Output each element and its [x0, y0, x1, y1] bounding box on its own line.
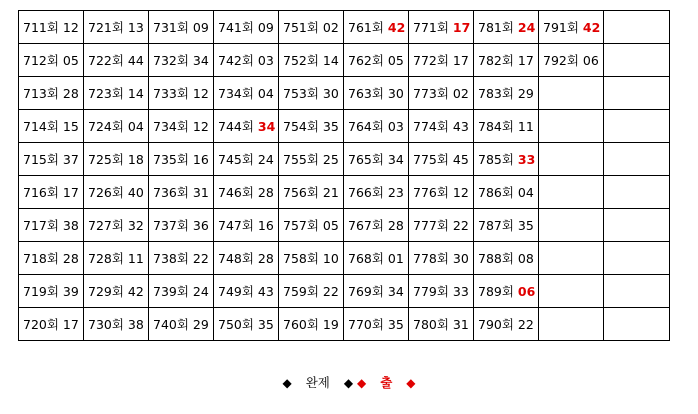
table-cell: [214, 275, 279, 308]
table-cell: [539, 176, 604, 209]
table-cell: [19, 209, 84, 242]
draw-number: 09: [192, 20, 209, 35]
table-cell: [474, 44, 539, 77]
draw-number: 05: [322, 218, 339, 233]
table-cell: [214, 308, 279, 341]
table-cell: [19, 77, 84, 110]
draw-round-label: 771회: [413, 20, 453, 35]
table-cell: [214, 143, 279, 176]
table-cell: [409, 110, 474, 143]
draw-round-label: 745회: [218, 152, 258, 167]
draw-number: 44: [127, 53, 144, 68]
draw-number: 17: [517, 53, 534, 68]
table-cell: [539, 143, 604, 176]
draw-round-label: 723회: [88, 86, 128, 101]
draw-number: 18: [127, 152, 144, 167]
table-cell: [474, 308, 539, 341]
draw-number: 15: [62, 119, 79, 134]
draw-number: 12: [192, 119, 209, 134]
table-cell: [409, 143, 474, 176]
draw-number: 04: [257, 86, 274, 101]
draw-round-label: 759회: [283, 284, 323, 299]
draw-number: 17: [62, 317, 79, 332]
table-cell: [344, 176, 409, 209]
table-row: [19, 209, 670, 242]
table-cell: [279, 77, 344, 110]
table-cell: [84, 275, 149, 308]
draw-number: 29: [517, 86, 534, 101]
table-cell: [279, 275, 344, 308]
draw-number: 24: [517, 20, 536, 35]
table-row: [19, 242, 670, 275]
draw-number: 01: [387, 251, 404, 266]
draw-round-label: 715회: [23, 152, 63, 167]
table-cell: [84, 209, 149, 242]
table-cell: [279, 143, 344, 176]
table-cell: [149, 143, 214, 176]
draw-number: 19: [322, 317, 339, 332]
table-cell: [539, 275, 604, 308]
draw-number: 10: [322, 251, 339, 266]
draw-number: 35: [257, 317, 274, 332]
table-cell: [604, 44, 670, 77]
draw-round-label: 776회: [413, 185, 453, 200]
draw-round-label: 768회: [348, 251, 388, 266]
draw-number: 28: [257, 251, 274, 266]
draw-number: 22: [322, 284, 339, 299]
draw-round-label: 730회: [88, 317, 128, 332]
draw-round-label: 788회: [478, 251, 518, 266]
table-cell: [279, 44, 344, 77]
draw-round-label: 790회: [478, 317, 518, 332]
draw-number-table: [18, 10, 670, 341]
draw-number: 22: [192, 251, 209, 266]
draw-number: 13: [127, 20, 144, 35]
table-cell: [149, 110, 214, 143]
table-cell: [474, 77, 539, 110]
draw-round-label: 757회: [283, 218, 323, 233]
draw-round-label: 736회: [153, 185, 193, 200]
draw-number: 35: [322, 119, 339, 134]
draw-round-label: 711회: [23, 20, 63, 35]
draw-round-label: 748회: [218, 251, 258, 266]
draw-round-label: 778회: [413, 251, 453, 266]
draw-round-label: 779회: [413, 284, 453, 299]
table-cell: [344, 209, 409, 242]
draw-number: 38: [127, 317, 144, 332]
draw-round-label: 726회: [88, 185, 128, 200]
draw-round-label: 755회: [283, 152, 323, 167]
draw-round-label: 738회: [153, 251, 193, 266]
draw-round-label: 764회: [348, 119, 388, 134]
table-cell: [409, 11, 474, 44]
table-cell: [149, 44, 214, 77]
draw-round-label: 720회: [23, 317, 63, 332]
draw-number: 43: [257, 284, 274, 299]
draw-number: 06: [582, 53, 599, 68]
draw-round-label: 780회: [413, 317, 453, 332]
table-cell: [344, 308, 409, 341]
draw-round-label: 756회: [283, 185, 323, 200]
table-cell: [84, 44, 149, 77]
draw-number: 12: [62, 20, 79, 35]
table-cell: [84, 143, 149, 176]
draw-number: 14: [322, 53, 339, 68]
draw-number: 40: [127, 185, 144, 200]
draw-number: 08: [517, 251, 534, 266]
draw-number: 37: [62, 152, 79, 167]
table-cell: [214, 110, 279, 143]
draw-round-label: 752회: [283, 53, 323, 68]
table-cell: [214, 11, 279, 44]
table-cell: [344, 110, 409, 143]
table-cell: [149, 242, 214, 275]
table-cell: [604, 11, 670, 44]
draw-number: 34: [387, 152, 404, 167]
table-cell: [474, 110, 539, 143]
draw-number: 03: [257, 53, 274, 68]
draw-round-label: 733회: [153, 86, 193, 101]
draw-round-label: 784회: [478, 119, 518, 134]
table-cell: [214, 77, 279, 110]
table-cell: [149, 209, 214, 242]
draw-number: 25: [322, 152, 339, 167]
table-cell: [149, 11, 214, 44]
draw-number: 42: [582, 20, 601, 35]
table-cell: [604, 275, 670, 308]
draw-round-label: 765회: [348, 152, 388, 167]
draw-round-label: 734회: [153, 119, 193, 134]
table-cell: [214, 176, 279, 209]
table-cell: [604, 77, 670, 110]
table-cell: [344, 275, 409, 308]
draw-number: 28: [257, 185, 274, 200]
draw-round-label: 773회: [413, 86, 453, 101]
table-cell: [409, 242, 474, 275]
draw-number: 12: [452, 185, 469, 200]
table-cell: [84, 11, 149, 44]
draw-number: 02: [322, 20, 339, 35]
table-row: [19, 110, 670, 143]
draw-number: 35: [517, 218, 534, 233]
draw-round-label: 740회: [153, 317, 193, 332]
draw-number: 02: [452, 86, 469, 101]
draw-number: 17: [452, 53, 469, 68]
table-cell: [149, 176, 214, 209]
table-cell: [409, 77, 474, 110]
draw-round-label: 714회: [23, 119, 63, 134]
draw-round-label: 713회: [23, 86, 63, 101]
table-cell: [474, 176, 539, 209]
draw-number: 22: [517, 317, 534, 332]
table-cell: [214, 209, 279, 242]
table-cell: [149, 77, 214, 110]
draw-round-label: 722회: [88, 53, 128, 68]
table-cell: [409, 308, 474, 341]
draw-round-label: 774회: [413, 119, 453, 134]
draw-round-label: 785회: [478, 152, 518, 167]
draw-number: 03: [387, 119, 404, 134]
draw-number: 12: [192, 86, 209, 101]
draw-number: 31: [192, 185, 209, 200]
draw-number: 09: [257, 20, 274, 35]
draw-number: 30: [452, 251, 469, 266]
table-cell: [84, 308, 149, 341]
draw-number: 04: [127, 119, 144, 134]
draw-number: 16: [192, 152, 209, 167]
draw-number: 04: [517, 185, 534, 200]
draw-number: 17: [452, 20, 471, 35]
table-row: [19, 176, 670, 209]
draw-number: 05: [62, 53, 79, 68]
draw-number: 17: [62, 185, 79, 200]
table-cell: [474, 275, 539, 308]
black-diamond-icon: ◆: [343, 376, 354, 390]
table-cell: [279, 242, 344, 275]
draw-number: 11: [127, 251, 144, 266]
draw-number: 22: [452, 218, 469, 233]
table-row: [19, 11, 670, 44]
table-cell: [539, 11, 604, 44]
draw-round-label: 716회: [23, 185, 63, 200]
draw-number: 32: [127, 218, 144, 233]
draw-round-label: 783회: [478, 86, 518, 101]
draw-round-label: 791회: [543, 20, 583, 35]
table-cell: [84, 176, 149, 209]
draw-round-label: 772회: [413, 53, 453, 68]
table-cell: [604, 176, 670, 209]
draw-round-label: 717회: [23, 218, 63, 233]
draw-round-label: 749회: [218, 284, 258, 299]
draw-round-label: 731회: [153, 20, 193, 35]
table-cell: [344, 11, 409, 44]
draw-number: 34: [192, 53, 209, 68]
draw-round-label: 754회: [283, 119, 323, 134]
table-cell: [604, 143, 670, 176]
table-cell: [474, 11, 539, 44]
draw-number: 16: [257, 218, 274, 233]
legend-label-complete: 완제: [305, 375, 330, 390]
table-cell: [279, 11, 344, 44]
draw-round-label: 734회: [218, 86, 258, 101]
table-cell: [344, 242, 409, 275]
legend-label-appear: 출: [380, 375, 393, 390]
draw-round-label: 781회: [478, 20, 518, 35]
draw-round-label: 739회: [153, 284, 193, 299]
draw-number: 35: [387, 317, 404, 332]
table-cell: [84, 110, 149, 143]
table-cell: [214, 242, 279, 275]
black-diamond-icon: ◆: [282, 376, 292, 390]
draw-round-label: 769회: [348, 284, 388, 299]
red-diamond-icon: ◆: [406, 376, 416, 390]
table-cell: [149, 308, 214, 341]
draw-round-label: 758회: [283, 251, 323, 266]
draw-number: 24: [192, 284, 209, 299]
draw-round-label: 724회: [88, 119, 128, 134]
draw-number: 36: [192, 218, 209, 233]
draw-number: 14: [127, 86, 144, 101]
table-cell: [279, 110, 344, 143]
table-cell: [19, 110, 84, 143]
draw-round-label: 786회: [478, 185, 518, 200]
draw-number: 34: [387, 284, 404, 299]
table-cell: [19, 44, 84, 77]
draw-number: 34: [257, 119, 276, 134]
legend: [0, 373, 698, 391]
table-cell: [19, 143, 84, 176]
draw-round-label: 729회: [88, 284, 128, 299]
draw-round-label: 760회: [283, 317, 323, 332]
table-cell: [149, 275, 214, 308]
draw-round-label: 719회: [23, 284, 63, 299]
table-cell: [84, 77, 149, 110]
draw-round-label: 742회: [218, 53, 258, 68]
draw-round-label: 725회: [88, 152, 128, 167]
table-cell: [279, 176, 344, 209]
table-cell: [474, 209, 539, 242]
draw-round-label: 787회: [478, 218, 518, 233]
draw-number: 28: [387, 218, 404, 233]
table-row: [19, 77, 670, 110]
draw-number: 31: [452, 317, 469, 332]
draw-number: 29: [192, 317, 209, 332]
table-row: [19, 44, 670, 77]
table-cell: [19, 308, 84, 341]
table-cell: [604, 242, 670, 275]
draw-number: 42: [387, 20, 406, 35]
draw-round-label: 766회: [348, 185, 388, 200]
table-cell: [604, 209, 670, 242]
table-cell: [84, 242, 149, 275]
draw-round-label: 777회: [413, 218, 453, 233]
table-cell: [539, 242, 604, 275]
draw-round-label: 762회: [348, 53, 388, 68]
table-cell: [19, 11, 84, 44]
draw-round-label: 741회: [218, 20, 258, 35]
table-cell: [474, 242, 539, 275]
draw-number: 11: [517, 119, 534, 134]
table-cell: [344, 44, 409, 77]
table-cell: [539, 110, 604, 143]
draw-round-label: 747회: [218, 218, 258, 233]
table-cell: [539, 209, 604, 242]
table-cell: [539, 308, 604, 341]
draw-round-label: 753회: [283, 86, 323, 101]
table-cell: [539, 77, 604, 110]
draw-round-label: 782회: [478, 53, 518, 68]
draw-number: 05: [387, 53, 404, 68]
table-body: [19, 11, 670, 341]
draw-round-label: 763회: [348, 86, 388, 101]
draw-round-label: 732회: [153, 53, 193, 68]
draw-number: 43: [452, 119, 469, 134]
draw-round-label: 727회: [88, 218, 128, 233]
draw-round-label: 735회: [153, 152, 193, 167]
table-cell: [344, 143, 409, 176]
draw-number: 21: [322, 185, 339, 200]
draw-number: 45: [452, 152, 469, 167]
table-cell: [344, 77, 409, 110]
draw-number: 28: [62, 251, 79, 266]
draw-round-label: 761회: [348, 20, 388, 35]
draw-number: 38: [62, 218, 79, 233]
table-cell: [474, 143, 539, 176]
draw-round-label: 770회: [348, 317, 388, 332]
table-cell: [279, 209, 344, 242]
table-cell: [279, 308, 344, 341]
table-cell: [604, 110, 670, 143]
draw-round-label: 728회: [88, 251, 128, 266]
draw-round-label: 751회: [283, 20, 323, 35]
draw-number: 28: [62, 86, 79, 101]
table-cell: [409, 275, 474, 308]
table-cell: [409, 44, 474, 77]
draw-round-label: 746회: [218, 185, 258, 200]
table-cell: [19, 275, 84, 308]
draw-round-label: 792회: [543, 53, 583, 68]
table-row: [19, 143, 670, 176]
draw-number: 23: [387, 185, 404, 200]
draw-round-label: 767회: [348, 218, 388, 233]
draw-number: 39: [62, 284, 79, 299]
draw-round-label: 718회: [23, 251, 63, 266]
draw-round-label: 750회: [218, 317, 258, 332]
draw-number: 42: [127, 284, 144, 299]
table-cell: [214, 44, 279, 77]
draw-number: 33: [452, 284, 469, 299]
table-cell: [539, 44, 604, 77]
draw-round-label: 789회: [478, 284, 518, 299]
draw-number: 24: [257, 152, 274, 167]
red-diamond-icon: ◆: [357, 376, 367, 390]
draw-number: 30: [322, 86, 339, 101]
draw-round-label: 775회: [413, 152, 453, 167]
table-cell: [409, 209, 474, 242]
table-cell: [19, 242, 84, 275]
draw-number: 06: [517, 284, 536, 299]
draw-number: 33: [517, 152, 536, 167]
table-row: [19, 308, 670, 341]
draw-number: 30: [387, 86, 404, 101]
draw-round-label: 712회: [23, 53, 63, 68]
table-cell: [19, 176, 84, 209]
table-row: [19, 275, 670, 308]
table-cell: [409, 176, 474, 209]
table-cell: [604, 308, 670, 341]
draw-round-label: 744회: [218, 119, 258, 134]
draw-round-label: 721회: [88, 20, 128, 35]
draw-round-label: 737회: [153, 218, 193, 233]
